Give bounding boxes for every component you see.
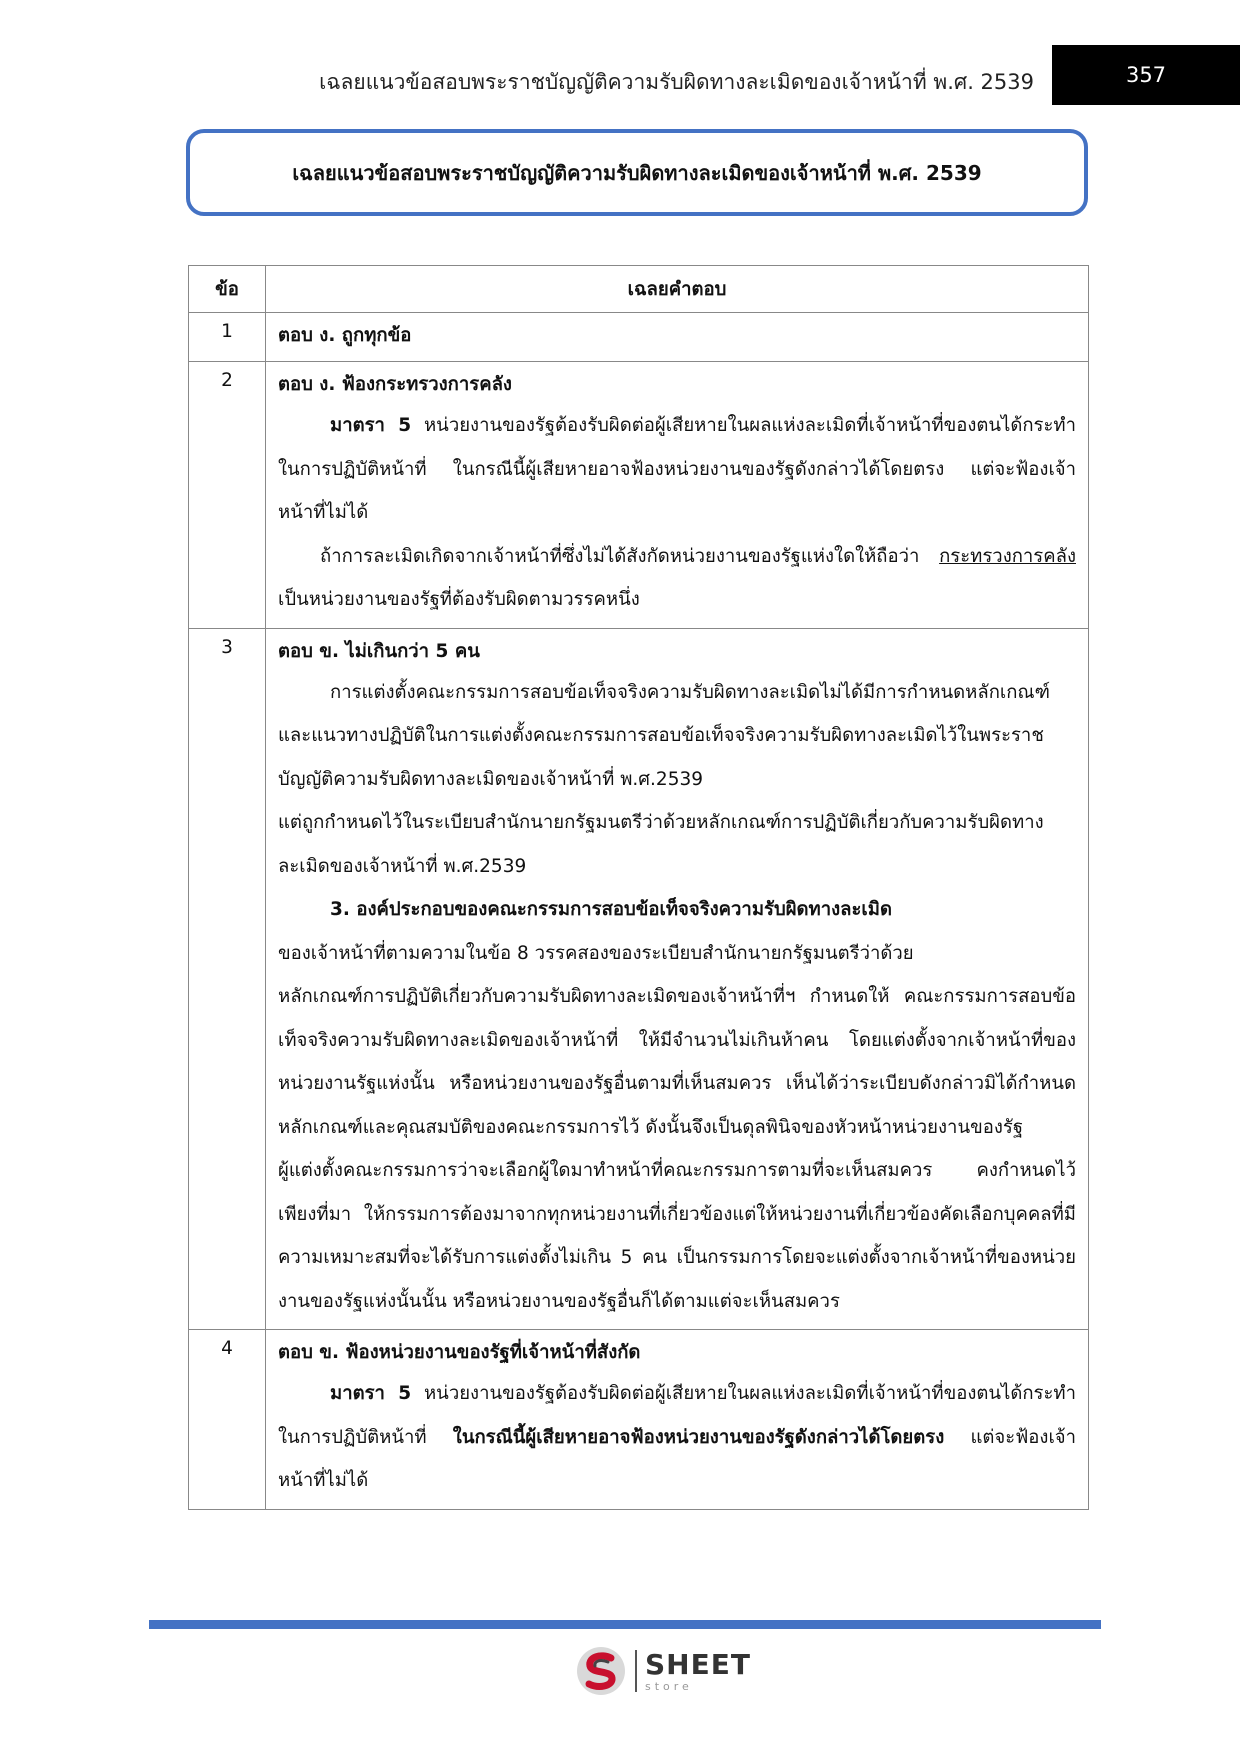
underlined-text: กระทรวงการคลัง	[939, 545, 1076, 567]
logo-subword: store	[645, 1679, 693, 1693]
answer-cell	[266, 313, 1089, 362]
table-row	[189, 628, 1089, 1330]
running-header-title: เฉลยแนวข้อสอบพระราชบัญญัติความรับผิดทางละเมิดของเจ้าหน้าที่ พ.ศ. 2539	[319, 70, 1034, 94]
answer-line: ตอบ ข. ไม่เกินกว่า 5 คน	[278, 640, 480, 662]
emphasis-text: ในกรณีนี้ผู้เสียหายอาจฟ้องหน่วยงานของรัฐดังกล่าวได้โดยตรง	[452, 1426, 945, 1448]
explanation-text: เป็นหน่วยงานของรัฐที่ต้องรับผิดตามวรรคหนึ่ง	[278, 589, 640, 610]
answer-line: ตอบ ง. ถูกทุกข้อ	[278, 325, 412, 346]
answer-table	[188, 265, 1089, 1510]
page-number: 357	[1052, 45, 1240, 105]
answer-cell	[266, 1330, 1089, 1510]
footer-logo	[575, 1645, 751, 1697]
answer-cell	[266, 362, 1089, 629]
explanation-paragraph: หลักเกณฑ์การปฏิบัติเกี่ยวกับความรับผิดทางละเมิดของเจ้าหน้าที่ฯ กำหนดให้ คณะกรรมการสอบข้อเท็จจริงความรับผิดทางละเมิดของเจ้าหน้าที่ ให้มีจำนวนไม่เกินห้าคน โดยแต่งตั้งจากเจ้าหน้าที่ของหน่วยงานรัฐแห่งนั้น หรือหน่วยงานของรัฐอื่นตามที่เห็นสมควร เห็นได้ว่าระเบียบดังกล่าวมิได้กำหนดหลักเกณฑ์และคุณสมบัติของคณะกรรมการไว้ ดังนั้นจึงเป็นดุลพินิจของหัวหน้าหน่วยงานของรัฐ	[278, 986, 1076, 1138]
header-answer: เฉลยคำตอบ	[266, 266, 1089, 313]
header-no: ข้อ	[189, 266, 266, 313]
answer-line: ตอบ ข. ฟ้องหน่วยงานของรัฐที่เจ้าหน้าที่สังกัด	[278, 1342, 641, 1363]
explanation-paragraph: ของเจ้าหน้าที่ตามความในข้อ 8 วรรคสองของระเบียบสำนักนายกรัฐมนตรีว่าด้วย	[278, 942, 914, 964]
explanation-paragraph: ผู้แต่งตั้งคณะกรรมการว่าจะเลือกผู้ใดมาทำหน้าที่คณะกรรมการตามที่จะเห็นสมควร คงกำหนดไว้เพียงที่มา ให้กรรมการต้องมาจากทุกหน่วยงานที่เกี่ยวข้องแต่ให้หน่วยงานที่เกี่ยวข้องคัดเลือกบุคคลที่มีความเหมาะสมที่จะได้รับการแต่งตั้งไม่เกิน 5 คน เป็นกรรมการโดยจะแต่งตั้งจากเจ้าหน้าที่ของหน่วยงานของรัฐแห่งนั้นนั้น หรือหน่วยงานของรัฐอื่นก็ได้ตามแต่จะเห็นสมควร	[278, 1160, 1076, 1312]
explanation-text: ถ้าการละเมิดเกิดจากเจ้าหน้าที่ซึ่งไม่ได้สังกัดหน่วยงานของรัฐแห่งใดให้ถือว่า	[320, 545, 940, 567]
explanation-text: หน่วยงานของรัฐต้องรับผิดต่อผู้เสียหายในผลแห่งละเมิดที่เจ้าหน้าที่ของตนได้กระทำในการปฏิบัติหน้าที่ ในกรณีนี้ผู้เสียหายอาจฟ้องหน่วยงานของรัฐดังกล่าวได้โดยตรง แต่จะฟ้องเจ้าหน้าที่ไม่ได้	[278, 415, 1076, 523]
explanation-text: หน่วยงานของรัฐต้องรับผิดต่อผู้เสียหายในผลแห่งละเมิดที่เจ้าหน้าที่ของตนได้กระทำในการปฏิบัติหน้าที่	[278, 1383, 1076, 1448]
title-box-text: เฉลยแนวข้อสอบพระราชบัญญัติความรับผิดทางละเมิดของเจ้าหน้าที่ พ.ศ. 2539	[292, 160, 982, 185]
answer-cell	[266, 628, 1089, 1330]
explanation-paragraph	[278, 535, 1076, 622]
row-number: 4	[189, 1330, 266, 1510]
answer-line: ตอบ ง. ฟ้องกระทรวงการคลัง	[278, 374, 512, 395]
row-number: 2	[189, 362, 266, 629]
subsection-heading: 3. องค์ประกอบของคณะกรรมการสอบข้อเท็จจริงความรับผิดทางละเมิด	[330, 899, 892, 920]
footer-rule	[149, 1620, 1101, 1629]
table-row	[189, 1330, 1089, 1510]
explanation-paragraph	[278, 404, 1076, 535]
explanation-text: แต่จะฟ้องเจ้าหน้าที่ไม่ได้	[278, 1426, 1076, 1491]
table-row	[189, 362, 1089, 629]
sheet-store-s-logo-icon	[575, 1645, 627, 1697]
table-header-row	[189, 266, 1089, 313]
table-row	[189, 313, 1089, 362]
logo-word: SHEET	[645, 1647, 751, 1681]
explanation-paragraph: แต่ถูกกำหนดไว้ในระเบียบสำนักนายกรัฐมนตรีว่าด้วยหลักเกณฑ์การปฏิบัติเกี่ยวกับความรับผิดทางละเมิดของเจ้าหน้าที่ พ.ศ.2539	[278, 812, 1044, 877]
row-number: 1	[189, 313, 266, 362]
explanation-paragraph: การแต่งตั้งคณะกรรมการสอบข้อเท็จจริงความรับผิดทางละเมิดไม่ได้มีการกำหนดหลักเกณฑ์และแนวทางปฏิบัติในการแต่งตั้งคณะกรรมการสอบข้อเท็จจริงความรับผิดทางละเมิดไว้ในพระราชบัญญัติความรับผิดทางละเมิดของเจ้าหน้าที่ พ.ศ.2539	[278, 681, 1050, 790]
title-box	[186, 129, 1088, 216]
explanation-paragraph	[278, 1372, 1076, 1503]
section-ref: มาตรา 5	[330, 1383, 412, 1404]
section-ref: มาตรา 5	[330, 415, 412, 436]
row-number: 3	[189, 628, 266, 1330]
logo-divider	[635, 1650, 637, 1692]
logo-text	[645, 1647, 751, 1693]
